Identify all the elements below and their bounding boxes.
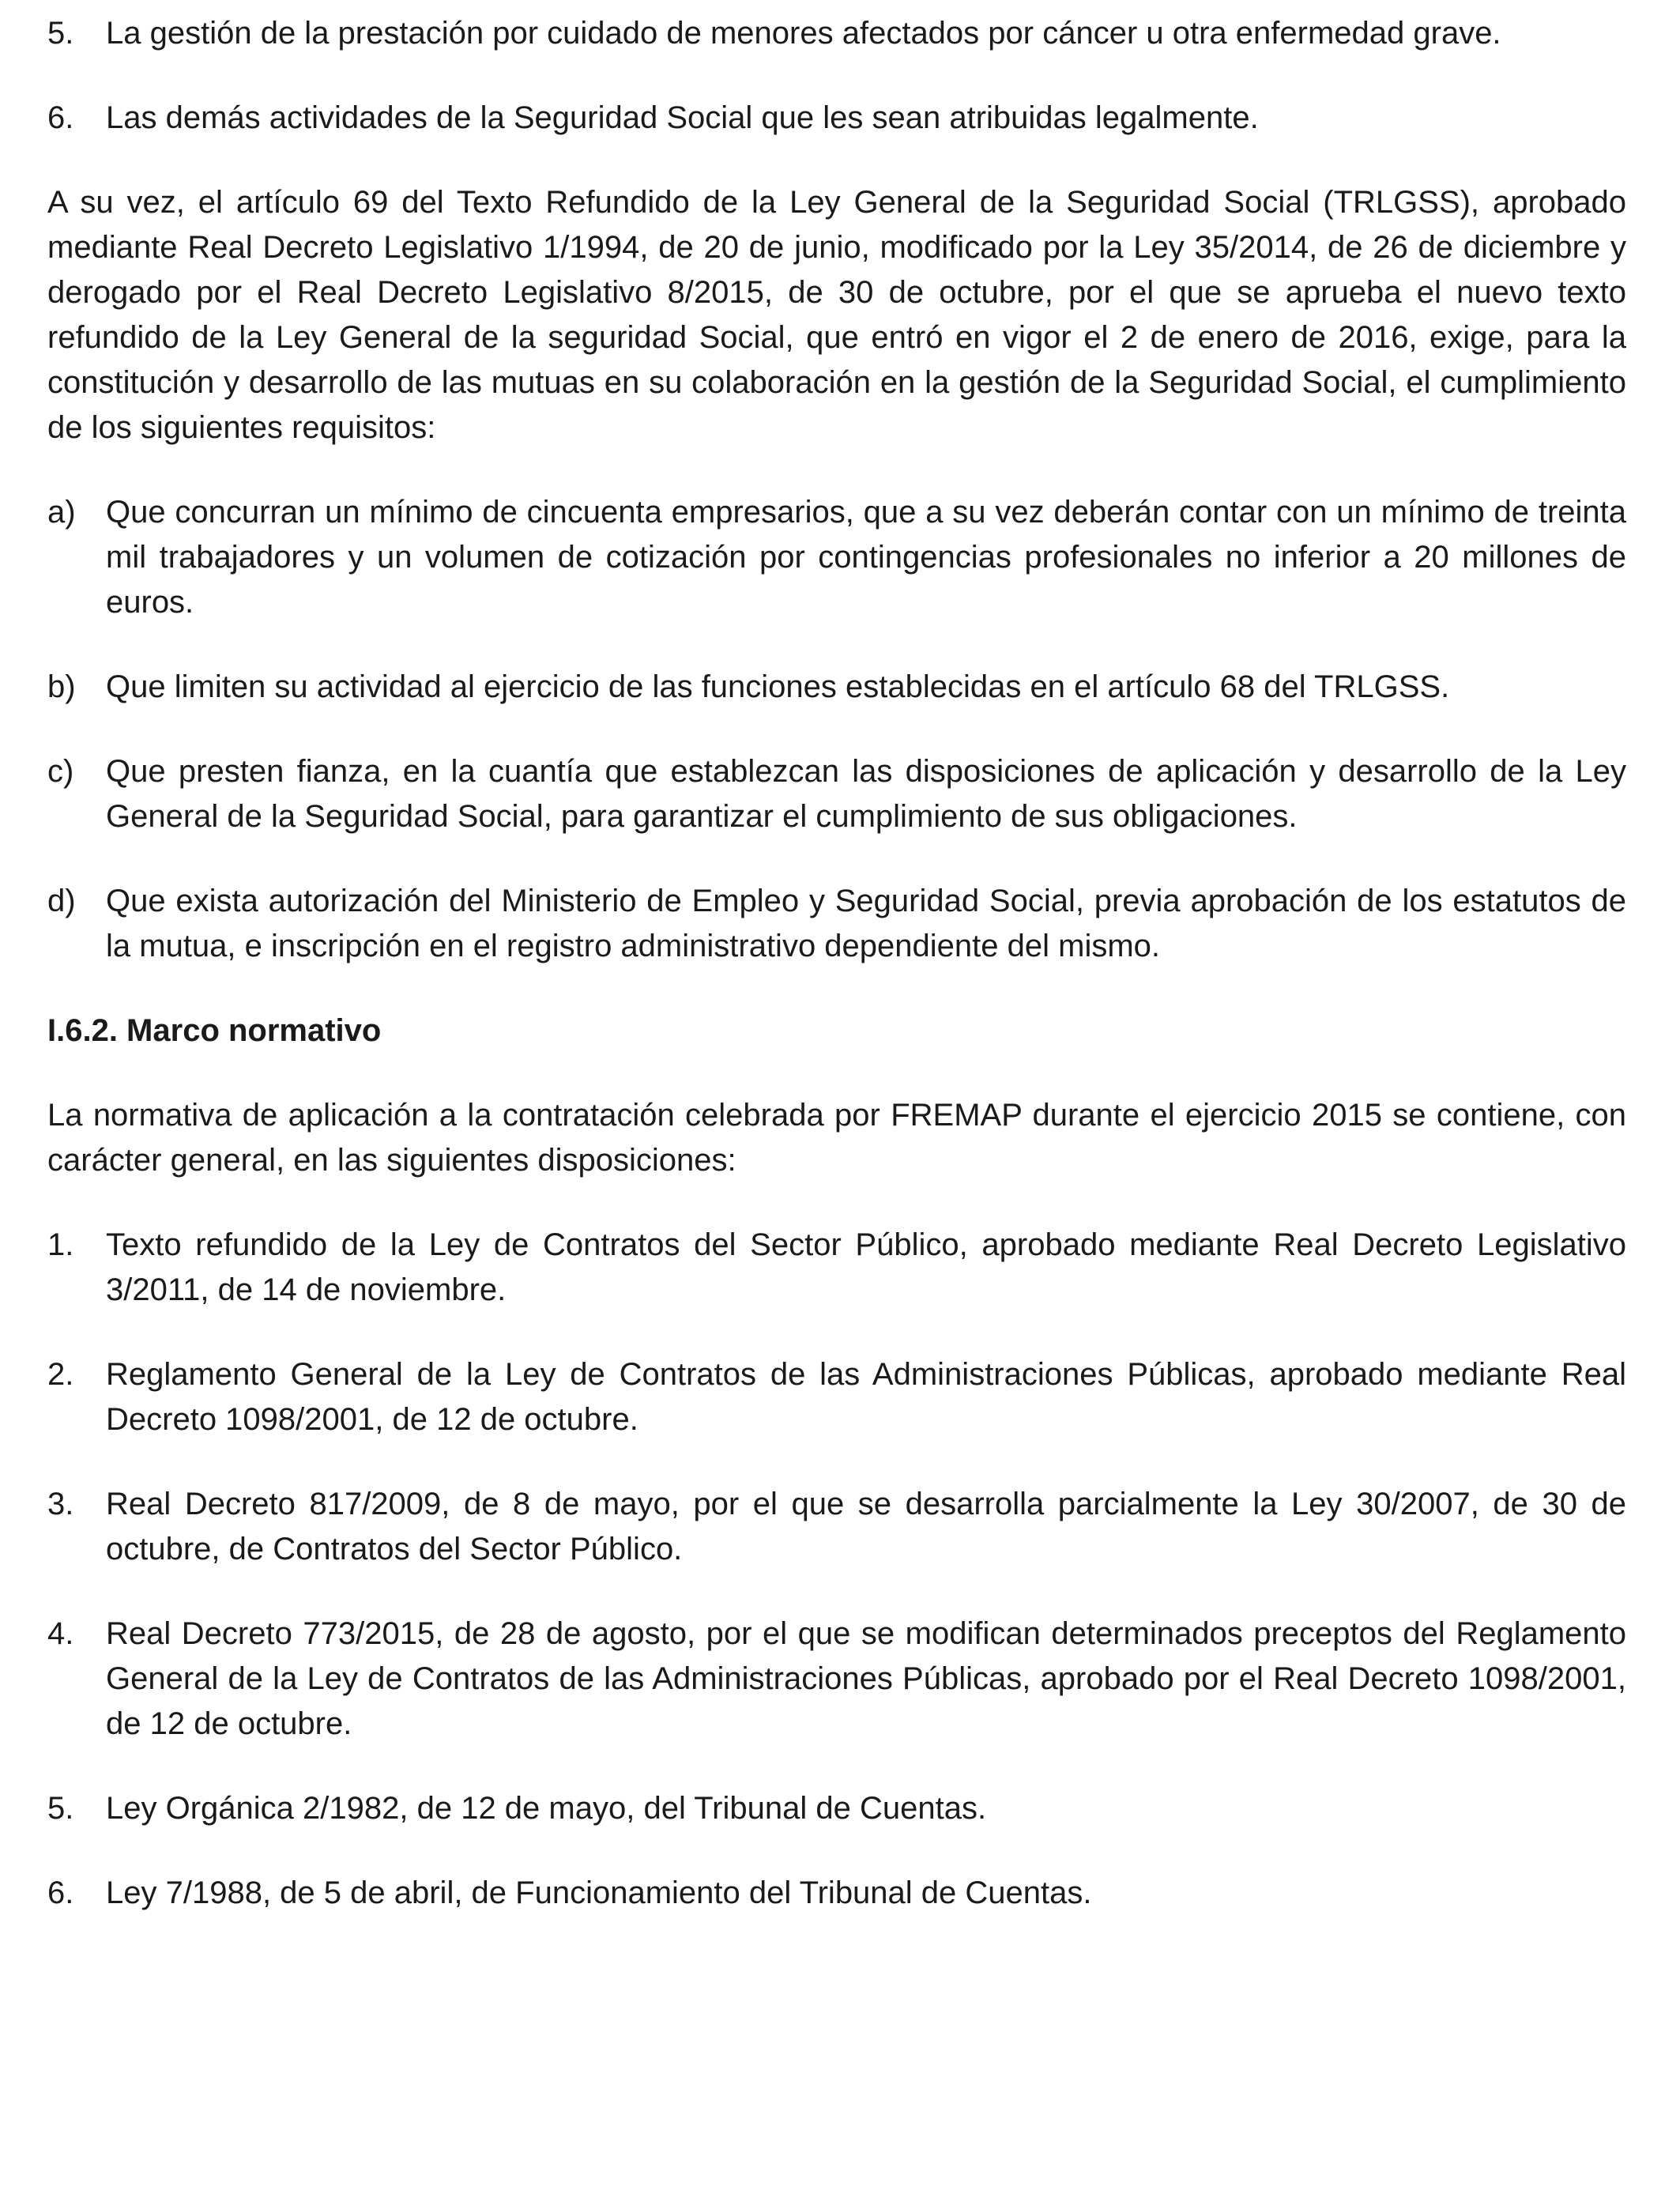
list-item xyxy=(47,96,1626,141)
list-marker: 4. xyxy=(47,1616,74,1651)
list-marker: 2. xyxy=(47,1357,74,1392)
document-page xyxy=(47,11,1626,1916)
section-heading: I.6.2. Marco normativo xyxy=(47,1013,382,1048)
list-marker: 5. xyxy=(47,16,74,51)
list-item xyxy=(47,1223,1626,1313)
list-item xyxy=(47,1786,1626,1831)
norms-list xyxy=(47,1223,1626,1916)
requirements-list xyxy=(47,490,1626,969)
list-item-text: Ley Orgánica 2/1982, de 12 de mayo, del Tribunal de Cuentas. xyxy=(106,1791,987,1826)
list-marker: b) xyxy=(47,669,76,704)
list-item-text: La gestión de la prestación por cuidado de menores afectados por cáncer u otra enfermedad grave. xyxy=(106,16,1501,51)
list-item-text: Que exista autorización del Ministerio de Empleo y Seguridad Social, previa aprobación de los estatutos de la mutua, e inscripción en el registro administrativo dependiente del mismo. xyxy=(106,884,1626,963)
list-item-text: Real Decreto 817/2009, de 8 de mayo, por el que se desarrolla parcialmente la Ley 30/2007, de 30 de octubre, de Contratos del Sector Público. xyxy=(106,1487,1626,1566)
list-item xyxy=(47,11,1626,56)
list-item-text: Ley 7/1988, de 5 de abril, de Funcionamiento del Tribunal de Cuentas. xyxy=(106,1875,1092,1910)
list-marker: a) xyxy=(47,495,76,530)
list-item xyxy=(47,490,1626,625)
list-item xyxy=(47,1352,1626,1442)
list-item xyxy=(47,1482,1626,1572)
list-item-text: Texto refundido de la Ley de Contratos del Sector Público, aprobado mediante Real Decreto Legislativo 3/2011, de 14 de noviembre. xyxy=(106,1227,1626,1307)
list-item xyxy=(47,749,1626,839)
list-item xyxy=(47,1871,1626,1916)
list-marker: 6. xyxy=(47,1875,74,1910)
list-item xyxy=(47,1612,1626,1747)
list-marker: d) xyxy=(47,884,76,918)
list-marker: 6. xyxy=(47,100,74,135)
functions-list xyxy=(47,11,1626,141)
list-marker: 5. xyxy=(47,1791,74,1826)
list-item-text: Las demás actividades de la Seguridad Social que les sean atribuidas legalmente. xyxy=(106,100,1259,135)
list-item-text: Reglamento General de la Ley de Contratos de las Administraciones Públicas, aprobado mediante Real Decreto 1098/2001, de 12 de octubre. xyxy=(106,1357,1626,1437)
list-marker: 1. xyxy=(47,1227,74,1262)
paragraph-normativa: La normativa de aplicación a la contratación celebrada por FREMAP durante el ejercicio 2015 se contiene, con carácter general, en las siguientes disposiciones: xyxy=(47,1098,1626,1178)
list-item xyxy=(47,665,1626,710)
list-item-text: Que presten fianza, en la cuantía que establezcan las disposiciones de aplicación y desarrollo de la Ley General de la Seguridad Social, para garantizar el cumplimiento de sus obligaciones. xyxy=(106,754,1626,834)
list-marker: 3. xyxy=(47,1487,74,1521)
paragraph-article-69: A su vez, el artículo 69 del Texto Refundido de la Ley General de la Seguridad Social (TRLGSS), aprobado mediante Real Decreto Legislativo 1/1994, de 20 de junio, modificado por la Ley 35/2014, de 26 de diciembre y derogado por el Real Decreto Legislativo 8/2015, de 30 de octubre, por el que se aprueba el nuevo texto refundido de la Ley General de la seguridad Social, que entró en vigor el 2 de enero de 2016, exige, para la constitución y desarrollo de las mutuas en su colaboración en la gestión de la Seguridad Social, el cumplimiento de los siguientes requisitos: xyxy=(47,185,1626,445)
list-marker: c) xyxy=(47,754,74,789)
list-item-text: Real Decreto 773/2015, de 28 de agosto, por el que se modifican determinados preceptos del Reglamento General de la Ley de Contratos de las Administraciones Públicas, aprobado por el Real Decreto 1098/2001, de 12 de octubre. xyxy=(106,1616,1626,1741)
list-item xyxy=(47,879,1626,969)
list-item-text: Que concurran un mínimo de cincuenta empresarios, que a su vez deberán contar con un mínimo de treinta mil trabajadores y un volumen de cotización por contingencias profesionales no inferior a 20 millones de euros. xyxy=(106,495,1626,620)
list-item-text: Que limiten su actividad al ejercicio de las funciones establecidas en el artículo 68 del TRLGSS. xyxy=(106,669,1450,704)
